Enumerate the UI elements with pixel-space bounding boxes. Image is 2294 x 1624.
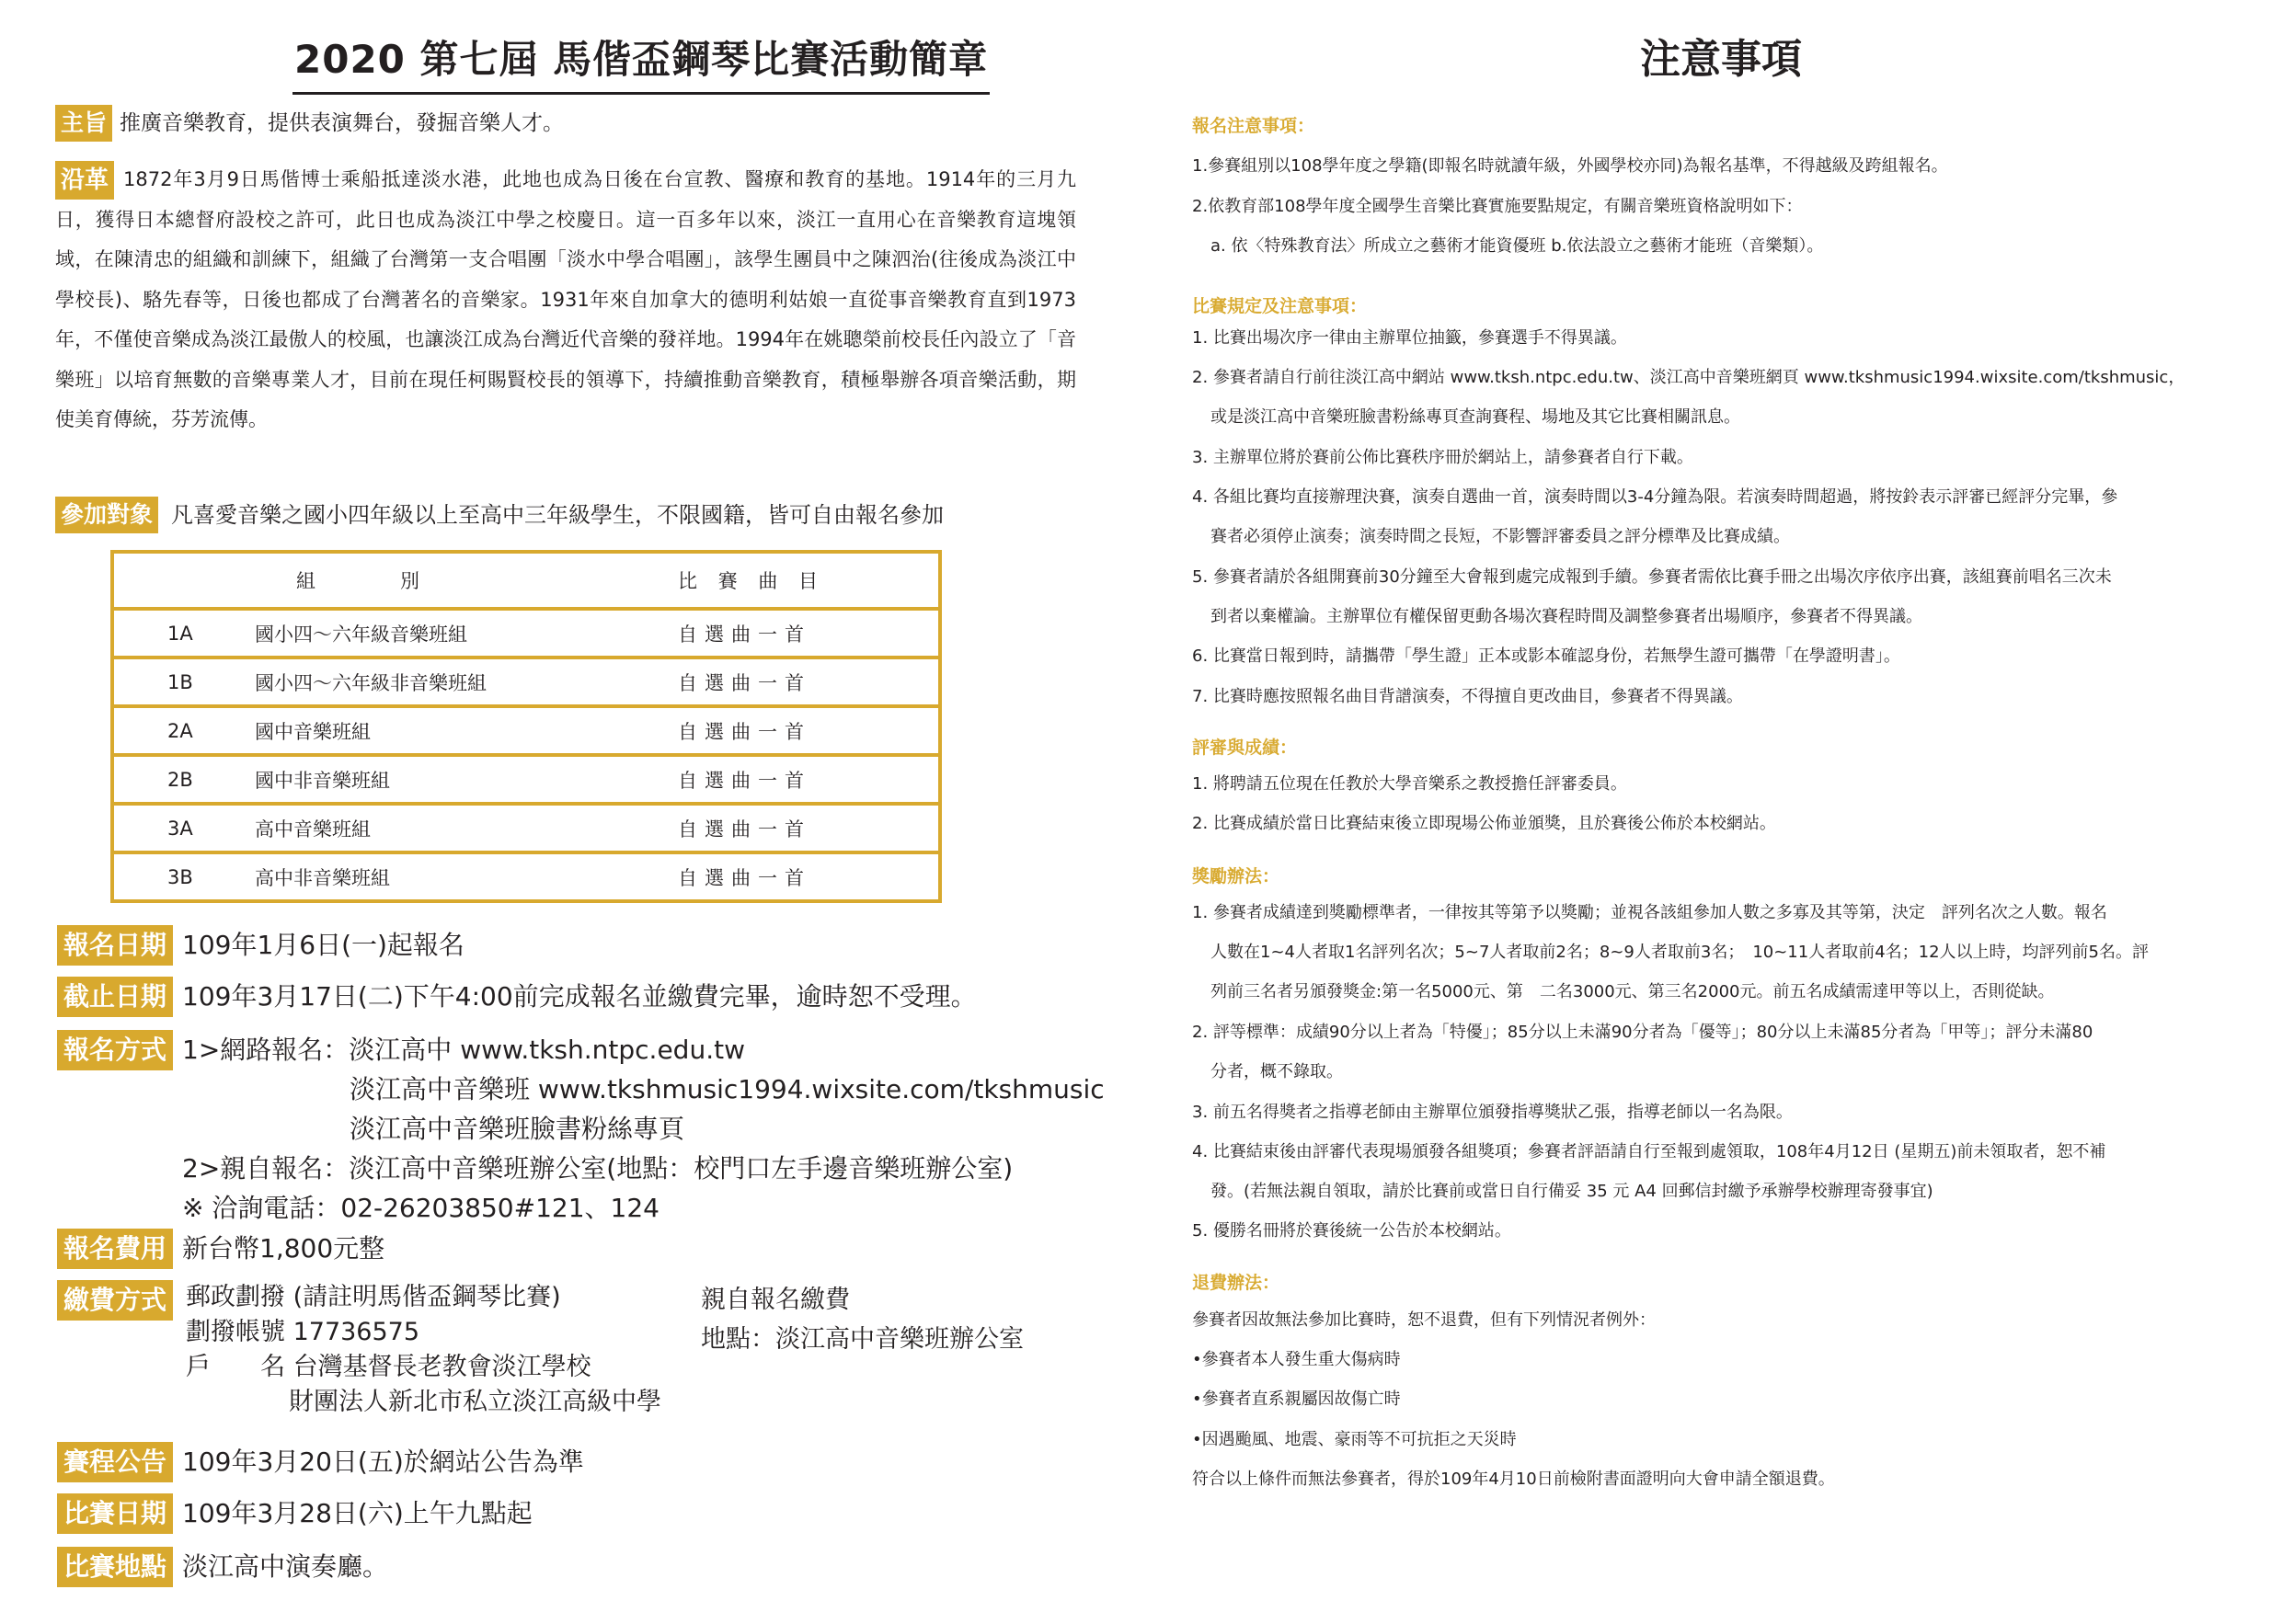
history-text: 1872年3月9日馬偕博士乘船抵達淡水港，此地也成為日後在台宣教、醫療和教育的基地。1914年的三月九日，獲得日本總督府設校之許可，此日也成為淡江中學之校慶日。這一百多年以來，淡江一直用心在音樂教育這塊領域，在陳清忠的組織和訓練下，組織了台灣第一支合唱團「淡水中學合唱團」，該學生團員中之陳泗治(往後成為淡江中學校長)、駱先春等，日後也都成了台灣著名的音樂家。1931年來自加拿大的德明利姑娘一直從事音樂教育直到1973 年，不僅使音樂成為淡江最傲人的校風，也讓淡江成為台灣近代音樂的發祥地。1994年在姚聰榮前校長任內設立了「音樂班」以培育無數的音樂專業人才，目前在現任柯賜賢校長的領導下，持續推動音樂教育，積極舉辦各項音樂活動，期使美育傳統，芬芳流傳。 xyxy=(55,168,1076,430)
group-song: 自選曲一首 xyxy=(678,804,940,852)
purpose-text: 推廣音樂教育，提供表演舞台，發掘音樂人才。 xyxy=(120,111,565,135)
method-tag: 報名方式 xyxy=(57,1030,173,1070)
group-name: 國小四～六年級非音樂班組 xyxy=(255,658,678,706)
group-song: 自選曲一首 xyxy=(678,658,940,706)
payment-account-name-2: 財團法人新北市私立淡江高級中學 xyxy=(289,1388,662,1416)
group-song: 自選曲一首 xyxy=(678,866,811,889)
list-item: 3. 前五名得獎者之指導老師由主辦單位頒發指導獎狀乙張，指導老師以一名為限。 xyxy=(1192,1103,1793,1122)
list-item: 人數在1~4人者取1名評列名次；5~7人者取前2名；8~9人者取前3名； 10~11人者取前4名；12人以上時，均評列前5名。評 xyxy=(1210,943,2150,962)
table-row xyxy=(112,658,940,706)
payment-in-person-location: 地點：淡江高中音樂班辦公室 xyxy=(701,1325,1024,1354)
deadline-row xyxy=(57,977,977,1017)
purpose-row xyxy=(55,105,564,142)
list-item: 符合以上條件而無法參賽者，得於109年4月10日前檢附書面證明向大會申請全額退費。 xyxy=(1192,1470,1835,1489)
table-row xyxy=(112,609,940,658)
section-heading-refund: 退費辦法： xyxy=(1192,1273,1280,1293)
deadline-tag: 截止日期 xyxy=(57,977,173,1017)
eligibility-tag: 參加對象 xyxy=(55,497,158,533)
group-song: 自選曲一首 xyxy=(678,609,940,658)
group-name: 國中音樂班組 xyxy=(255,706,678,755)
groups-table xyxy=(110,550,942,903)
section-heading-awards: 獎勵辦法： xyxy=(1192,866,1280,886)
group-code: 2B xyxy=(112,755,255,804)
list-item: 或是淡江高中音樂班臉書粉絲專頁查詢賽程、場地及其它比賽相關訊息。 xyxy=(1210,407,1740,427)
notes-title: 注意事項 xyxy=(1640,36,1802,83)
list-item: 6. 比賽當日報到時，請攜帶「學生證」正本或影本確認身份，若無學生證可攜帶「在學證明書」。 xyxy=(1192,646,1900,666)
method-line-in-person: 2>親自報名：淡江高中音樂班辦公室(地點：校門口左手邊音樂班辦公室) xyxy=(182,1153,1014,1184)
list-item: 1. 將聘請五位現在任教於大學音樂系之教授擔任評審委員。 xyxy=(1192,774,1627,794)
payment-row xyxy=(57,1280,1024,1420)
section-heading-rules: 比賽規定及注意事項： xyxy=(1192,296,1368,316)
list-item: •因遇颱風、地震、豪雨等不可抗拒之天災時 xyxy=(1192,1430,1517,1449)
payment-postal-line: 郵政劃撥 (請註明馬偕盃鋼琴比賽) xyxy=(186,1283,561,1311)
group-name: 高中非音樂班組 xyxy=(255,866,390,889)
group-name: 國中非音樂班組 xyxy=(255,755,678,804)
contest-date-text: 109年3月28日(六)上午九點起 xyxy=(182,1498,533,1528)
method-row xyxy=(57,1030,1105,1228)
history-block xyxy=(55,160,1076,440)
schedule-row xyxy=(57,1442,584,1482)
table-header-song: 比 賽 曲 目 xyxy=(678,552,940,609)
table-row xyxy=(112,755,940,804)
list-item: 3. 主辦單位將於賽前公佈比賽秩序冊於網站上，請參賽者自行下載。 xyxy=(1192,448,1693,467)
fee-row xyxy=(57,1229,384,1269)
table-header-group xyxy=(112,552,678,609)
group-name: 國小四～六年級音樂班組 xyxy=(255,609,678,658)
list-item: 發。(若無法親自領取，請於比賽前或當日自行備妥 35 元 A4 回郵信封繳予承辦學校辦理寄發事宜) xyxy=(1210,1182,1933,1201)
method-line-music-site: 淡江高中音樂班 www.tkshmusic1994.wixsite.com/tkshmusic xyxy=(350,1074,1105,1104)
list-item: 4. 比賽結束後由評審代表現場頒發各組獎項；參賽者評語請自行至報到處領取，108年4月12日 (星期五)前未領取者，恕不補 xyxy=(1192,1142,2106,1161)
reg-date-text: 109年1月6日(一)起報名 xyxy=(182,930,465,960)
eligibility-text: 凡喜愛音樂之國小四年級以上至高中三年級學生，不限國籍，皆可自由報名參加 xyxy=(171,502,945,528)
reg-date-tag: 報名日期 xyxy=(57,925,173,966)
table-header-row xyxy=(112,552,940,609)
list-item: 7. 比賽時應按照報名曲目背譜演奏，不得擅自更改曲目，參賽者不得異議。 xyxy=(1192,687,1743,706)
section-heading-registration: 報名注意事項： xyxy=(1192,116,1315,136)
table-row xyxy=(112,706,940,755)
method-lines xyxy=(182,1030,1105,1228)
header-group-b: 別 xyxy=(400,570,421,592)
schedule-tag: 賽程公告 xyxy=(57,1442,173,1482)
list-item: 2. 比賽成績於當日比賽結束後立即現場公佈並頒獎，且於賽後公佈於本校網站。 xyxy=(1192,814,1776,833)
payment-in-person xyxy=(701,1280,1024,1359)
group-code: 1B xyxy=(112,658,255,706)
eligibility-row xyxy=(55,497,944,533)
group-name: 高中音樂班組 xyxy=(255,804,678,852)
purpose-tag: 主旨 xyxy=(55,105,112,142)
history-tag: 沿革 xyxy=(55,161,114,200)
venue-row xyxy=(57,1547,388,1587)
list-item: 2. 參賽者請自行前往淡江高中網站 www.tksh.ntpc.edu.tw、淡江高中音樂班網頁 www.tkshmusic1994.wixsite.com/tkshmusic， xyxy=(1192,368,2185,387)
group-code: 1A xyxy=(112,609,255,658)
group-code: 2A xyxy=(112,706,255,755)
list-item: 到者以棄權論。主辦單位有權保留更動各場次賽程時間及調整參賽者出場順序，參賽者不得異議。 xyxy=(1210,607,1922,626)
list-item: 賽者必須停止演奏；演奏時間之長短，不影響評審委員之評分標準及比賽成績。 xyxy=(1210,527,1790,546)
list-item: 2.依教育部108學年度全國學生音樂比賽實施要點規定，有關音樂班資格說明如下： xyxy=(1192,197,1803,216)
payment-postal xyxy=(186,1280,661,1420)
list-item: 1. 比賽出場次序一律由主辦單位抽籤，參賽選手不得異議。 xyxy=(1192,328,1627,348)
list-item: 5. 優勝名冊將於賽後統一公告於本校網站。 xyxy=(1192,1221,1511,1241)
list-item: 5. 參賽者請於各組開賽前30分鐘至大會報到處完成報到手續。參賽者需依比賽手冊之出場次序依序出賽，該組賽前唱名三次未 xyxy=(1192,567,2112,587)
list-item: 1. 參賽者成績達到獎勵標準者，一律按其等第予以獎勵；並視各該組參加人數之多寡及其等第，決定 評列名次之人數。報名 xyxy=(1192,903,2107,922)
header-group-a: 組 xyxy=(296,570,317,592)
method-line-phone: ※ 洽詢電話：02-26203850#121、124 xyxy=(182,1193,660,1223)
payment-tag: 繳費方式 xyxy=(57,1280,173,1321)
fee-text: 新台幣1,800元整 xyxy=(182,1233,385,1264)
list-item: 2. 評等標準：成績90分以上者為「特優」；85分以上未滿90分者為「優等」；80分以上未滿85分者為「甲等」；評分未滿80 xyxy=(1192,1023,2093,1042)
list-item: 參賽者因故無法參加比賽時，恕不退費，但有下列情況者例外： xyxy=(1192,1310,1656,1330)
payment-in-person-label: 親自報名繳費 xyxy=(701,1286,850,1314)
contest-date-row xyxy=(57,1493,533,1534)
table-row xyxy=(112,852,940,901)
list-item: •參賽者直系親屬因故傷亡時 xyxy=(1192,1390,1401,1409)
list-item: 分者，概不錄取。 xyxy=(1210,1062,1343,1081)
section-heading-judging: 評審與成績： xyxy=(1192,738,1298,758)
list-item: 列前三名者另頒發獎金:第一名5000元、第 二名3000元、第三名2000元。前五名成績需達甲等以上，否則從缺。 xyxy=(1210,982,2055,1001)
fee-tag: 報名費用 xyxy=(57,1229,173,1269)
list-item: •參賽者本人發生重大傷病時 xyxy=(1192,1350,1401,1369)
venue-tag: 比賽地點 xyxy=(57,1547,173,1587)
list-item: 1.參賽組別以108學年度之學籍(即報名時就讀年級，外國學校亦同)為報名基準，不得越級及跨組報名。 xyxy=(1192,156,1948,176)
group-song: 自選曲一首 xyxy=(678,755,940,804)
group-code: 3A xyxy=(112,804,255,852)
method-line-online: 1>網路報名：淡江高中 www.tksh.ntpc.edu.tw xyxy=(182,1035,745,1065)
reg-date-row xyxy=(57,925,465,966)
table-row xyxy=(112,804,940,852)
venue-text: 淡江高中演奏廳。 xyxy=(182,1551,389,1582)
schedule-text: 109年3月20日(五)於網站公告為準 xyxy=(182,1447,584,1477)
group-song: 自選曲一首 xyxy=(678,706,940,755)
page-title: 2020 第七屆 馬偕盃鋼琴比賽活動簡章 xyxy=(292,28,990,95)
method-line-facebook: 淡江高中音樂班臉書粉絲專頁 xyxy=(350,1114,685,1144)
contest-date-tag: 比賽日期 xyxy=(57,1493,173,1534)
deadline-text: 109年3月17日(二)下午4:00前完成報名並繳費完畢，逾時恕不受理。 xyxy=(182,981,977,1012)
payment-account: 劃撥帳號 17736575 xyxy=(186,1318,420,1346)
group-code: 3B xyxy=(167,865,193,888)
payment-account-name: 戶 名 台灣基督長老教會淡江學校 xyxy=(186,1353,591,1381)
list-item: a. 依〈特殊教育法〉所成立之藝術才能資優班 b.依法設立之藝術才能班（音樂類）。 xyxy=(1210,236,1824,256)
list-item: 4. 各組比賽均直接辦理決賽，演奏自選曲一首，演奏時間以3-4分鐘為限。若演奏時間超過，將按鈴表示評審已經評分完畢，參 xyxy=(1192,487,2118,507)
